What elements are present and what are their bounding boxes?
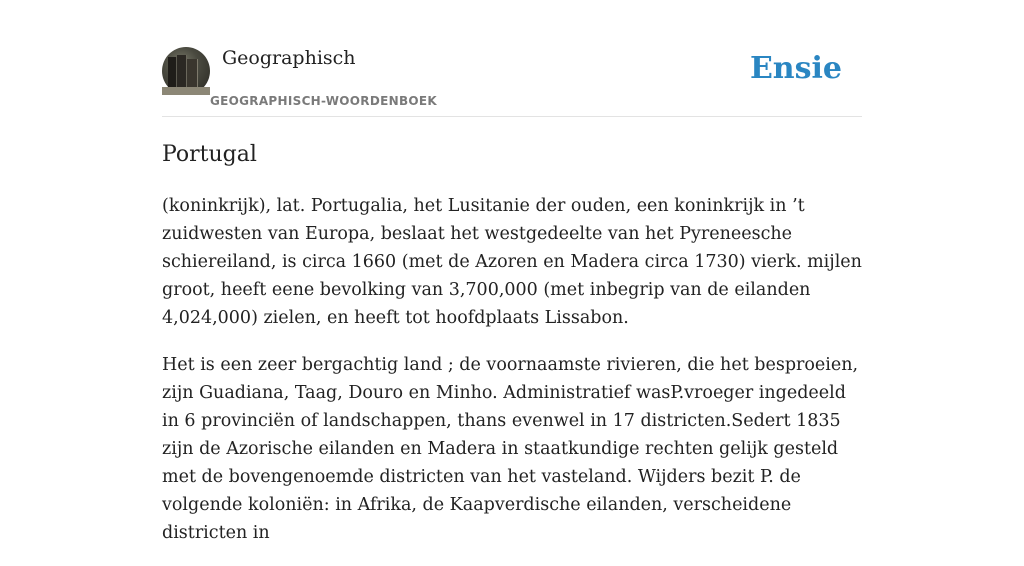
book-image-part bbox=[177, 55, 187, 89]
article-paragraph: Het is een zeer bergachtig land ; de voornaamste rivieren, die het besproeien, zijn Guadiana, Taag, Douro en Minho. Administratief wasP.vroeger ingedeeld in 6 provinciën of landschappen, thans evenwel in 17 districten.Sedert 1835 zijn de Azorische eilanden en Madera in staatkundige rechten gelijk gesteld met de bovengenoemde districten van het vasteland. Wijders bezit P. de volgende koloniën: in Afrika, de Kaapverdische eilanden, verscheidene districten in bbox=[162, 355, 859, 543]
ensie-logo-link[interactable]: Ensie bbox=[749, 51, 842, 86]
source-header bbox=[162, 46, 862, 117]
article-paragraph: (koninkrijk), lat. Portugalia, het Lusitanie der ouden, een koninkrijk in ’t zuidwesten van Europa, beslaat het westgedeelte van het Pyreneesche schiereiland, is circa 1660 (met de Azoren en Madera circa 1730) vierk. mijlen groot, heeft eene bevolking van 3,700,000 (met inbegrip van de eilanden 4,024,000) zielen, en heeft tot hoofdplaats Lissabon. bbox=[162, 196, 862, 328]
book-image-part bbox=[168, 57, 177, 89]
source-subtitle-link[interactable]: GEOGRAPHISCH-WOORDENBOEK bbox=[210, 94, 437, 108]
page-title: Portugal bbox=[162, 142, 257, 167]
article-body bbox=[162, 192, 862, 566]
book-image-part bbox=[187, 59, 198, 89]
source-title-link[interactable]: Geographisch bbox=[222, 47, 356, 69]
source-avatar[interactable] bbox=[162, 47, 210, 95]
book-image-part bbox=[162, 87, 210, 95]
